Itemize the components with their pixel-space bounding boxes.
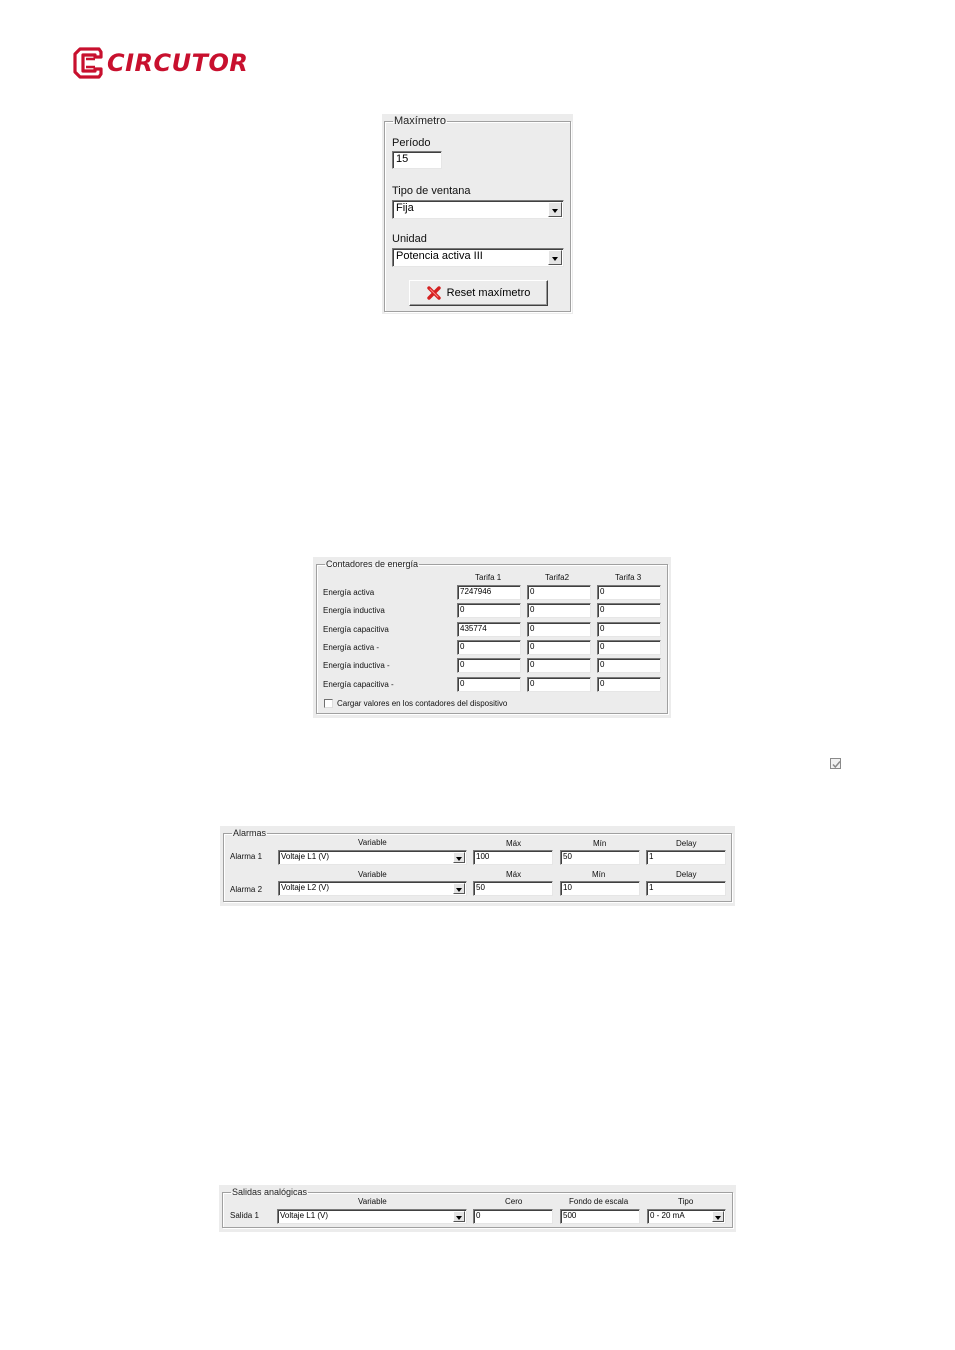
cargar-valores-checkbox[interactable] [324, 699, 333, 708]
alarma2-max-input[interactable]: 50 [473, 881, 553, 896]
energia-activa-neg-t3[interactable]: 0 [597, 640, 661, 655]
brand-name: CIRCUTOR [107, 49, 249, 77]
tipo-ventana-select[interactable] [392, 200, 564, 219]
salidas-title: Salidas analógicas [232, 1187, 308, 1197]
alarma1-max-input[interactable]: 100 [473, 850, 553, 865]
tipo-ventana-value: Fija [396, 202, 414, 214]
alarma1-col-delay: Delay [676, 839, 697, 848]
alarmas-title: Alarmas [233, 828, 267, 838]
alarma1-col-variable: Variable [358, 838, 387, 847]
alarma2-col-delay: Delay [676, 870, 697, 879]
energia-inductiva-t2[interactable]: 0 [527, 603, 591, 618]
salidas-panel [219, 1185, 736, 1232]
salidas-col-variable: Variable [358, 1197, 387, 1206]
alarmas-panel [220, 826, 735, 906]
alarma1-min-input[interactable]: 50 [560, 850, 640, 865]
alarma2-variable-value: Voltaje L2 (V) [281, 883, 330, 892]
alarma1-delay-input[interactable]: 1 [646, 850, 726, 865]
unidad-value: Potencia activa III [396, 250, 483, 262]
tipo-ventana-label: Tipo de ventana [392, 185, 471, 197]
salida1-tipo-select[interactable] [647, 1209, 726, 1224]
col-tarifa-3: Tarifa 3 [615, 573, 642, 582]
salida1-label: Salida 1 [230, 1211, 259, 1220]
energia-capacitiva-t3[interactable]: 0 [597, 622, 661, 637]
chevron-down-icon[interactable] [712, 1211, 724, 1222]
periodo-input[interactable]: 15 [392, 151, 442, 169]
alarma2-variable-select[interactable] [278, 881, 467, 896]
cargar-valores-label: Cargar valores en los contadores del dispositivo [337, 699, 508, 708]
row-label-energia-activa-neg: Energía activa - [323, 643, 380, 652]
checked-checkbox-icon[interactable] [830, 758, 841, 769]
circutor-logo-icon [73, 47, 103, 79]
salida1-fondo-input[interactable]: 500 [560, 1209, 640, 1224]
alarma1-variable-value: Voltaje L1 (V) [281, 852, 330, 861]
energia-capacitiva-t2[interactable]: 0 [527, 622, 591, 637]
energia-activa-t3[interactable]: 0 [597, 585, 661, 600]
checkmark-icon [831, 759, 842, 770]
alarma2-delay-input[interactable]: 1 [646, 881, 726, 896]
salidas-col-tipo: Tipo [678, 1197, 694, 1206]
salidas-col-fondo: Fondo de escala [569, 1197, 629, 1206]
alarma1-variable-select[interactable] [278, 850, 467, 865]
energia-inductiva-t3[interactable]: 0 [597, 603, 661, 618]
salida1-cero-input[interactable]: 0 [473, 1209, 553, 1224]
energia-capacitiva-neg-t3[interactable]: 0 [597, 677, 661, 692]
energia-activa-neg-t1[interactable]: 0 [457, 640, 521, 655]
energia-capacitiva-neg-t1[interactable]: 0 [457, 677, 521, 692]
reset-maximetro-label: Reset maxímetro [446, 287, 531, 299]
row-label-energia-capacitiva: Energía capacitiva [323, 625, 389, 634]
alarma2-label: Alarma 2 [230, 885, 263, 894]
salidas-col-cero: Cero [505, 1197, 523, 1206]
energia-activa-t2[interactable]: 0 [527, 585, 591, 600]
unidad-select[interactable] [392, 248, 564, 267]
row-label-energia-inductiva: Energía inductiva [323, 606, 385, 615]
alarma1-label: Alarma 1 [230, 852, 263, 861]
energia-activa-neg-t2[interactable]: 0 [527, 640, 591, 655]
alarma2-min-input[interactable]: 10 [560, 881, 640, 896]
row-label-energia-capacitiva-neg: Energía capacitiva - [323, 680, 394, 689]
energia-inductiva-t1[interactable]: 0 [457, 603, 521, 618]
alarma1-col-min: Mín [593, 839, 607, 848]
salida1-variable-value: Voltaje L1 (V) [280, 1211, 329, 1220]
salida1-variable-select[interactable] [277, 1209, 467, 1224]
alarma2-col-min: Mín [592, 870, 606, 879]
col-tarifa-1: Tarifa 1 [475, 573, 502, 582]
contadores-panel [313, 557, 671, 718]
energia-activa-t1[interactable]: 7247946 [457, 585, 521, 600]
energia-inductiva-neg-t1[interactable]: 0 [457, 658, 521, 673]
row-label-energia-inductiva-neg: Energía inductiva - [323, 661, 390, 670]
maximetro-title: Maxímetro [394, 115, 446, 127]
circutor-logo [73, 46, 248, 80]
chevron-down-icon[interactable] [453, 883, 465, 894]
col-tarifa-2: Tarifa2 [545, 573, 570, 582]
energia-capacitiva-neg-t2[interactable]: 0 [527, 677, 591, 692]
maximetro-panel [382, 114, 573, 314]
energia-capacitiva-t1[interactable]: 435774 [457, 622, 521, 637]
contadores-title: Contadores de energía [326, 559, 419, 569]
periodo-label: Período [392, 137, 431, 149]
energia-inductiva-neg-t3[interactable]: 0 [597, 658, 661, 673]
chevron-down-icon[interactable] [548, 202, 562, 217]
row-label-energia-activa: Energía activa [323, 588, 375, 597]
chevron-down-icon[interactable] [548, 250, 562, 265]
chevron-down-icon[interactable] [453, 852, 465, 863]
red-x-icon [427, 286, 441, 300]
chevron-down-icon[interactable] [453, 1211, 465, 1222]
alarma2-col-variable: Variable [358, 870, 387, 879]
reset-maximetro-button[interactable] [409, 280, 548, 306]
alarma1-col-max: Máx [506, 839, 522, 848]
unidad-label: Unidad [392, 233, 427, 245]
salida1-tipo-value: 0 - 20 mA [650, 1211, 685, 1220]
alarma2-col-max: Máx [506, 870, 522, 879]
energia-inductiva-neg-t2[interactable]: 0 [527, 658, 591, 673]
